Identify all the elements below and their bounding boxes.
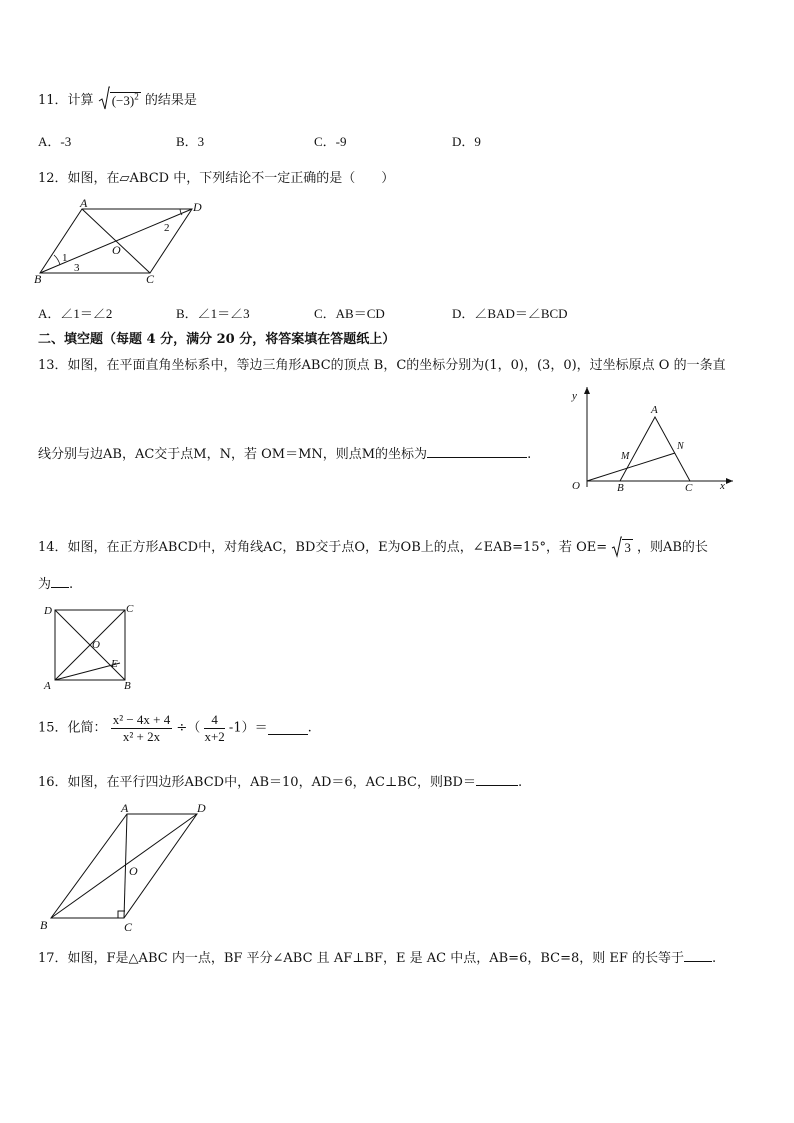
q11-option-a: A．-3 bbox=[38, 134, 72, 149]
q12-angle-1: 1 bbox=[62, 252, 68, 264]
q15-fraction-1 bbox=[111, 712, 173, 745]
q16-label-c: C bbox=[124, 920, 133, 934]
q15-numerator-1: x² − 4x + 4 bbox=[112, 712, 171, 727]
q14-label-o: O bbox=[92, 639, 100, 651]
q12-angle-3: 3 bbox=[74, 262, 80, 274]
q16-label-a: A bbox=[121, 801, 129, 815]
q13-label-m: M bbox=[621, 451, 630, 462]
q16-label-d: D bbox=[197, 801, 206, 815]
q13-answer-blank[interactable] bbox=[427, 445, 527, 458]
q13-line-2-text: 线分别与边AB，AC交于点M，N，若 OM＝MN，则点M的坐标为 bbox=[38, 447, 428, 462]
q14-label-b: B bbox=[124, 680, 131, 692]
q13-label-y: y bbox=[572, 390, 577, 402]
q14-square-figure bbox=[38, 600, 143, 693]
q13-label-x: x bbox=[720, 480, 725, 492]
q15-denominator-1: x² + 2x bbox=[122, 729, 161, 744]
q15-answer-blank[interactable] bbox=[268, 722, 308, 735]
q16-label-b: B bbox=[40, 918, 48, 932]
q13-line-through-origin bbox=[587, 453, 675, 481]
q13-label-c: C bbox=[685, 482, 693, 494]
q12-option-c: C．AB＝CD bbox=[314, 306, 385, 321]
q11-radicand: (−3) bbox=[111, 93, 135, 109]
q16-stem-text: 16．如图，在平行四边形ABCD中，AB＝10，AD＝6，AC⊥BC，则BD＝ bbox=[38, 775, 476, 790]
q11-option-d: D．9 bbox=[452, 134, 481, 149]
q12-option-d: D．∠BAD＝∠BCD bbox=[452, 306, 568, 321]
q13-label-b: B bbox=[617, 482, 624, 494]
q11-exponent: 2 bbox=[134, 91, 139, 102]
q15-fraction-2 bbox=[204, 712, 224, 745]
q11-option-c: C．-9 bbox=[314, 134, 347, 149]
q14-line-1-suffix: ，则AB的长 bbox=[636, 540, 708, 555]
q16-stem bbox=[38, 771, 522, 790]
q16-end: . bbox=[517, 775, 523, 790]
q12-label-c: C bbox=[146, 272, 155, 286]
q11-stem bbox=[38, 89, 197, 109]
section-heading-fill-in: 二、填空题（每题 4 分，满分 20 分，将答案填在答题纸上） bbox=[38, 332, 396, 347]
q14-label-c: C bbox=[126, 603, 134, 615]
q17-stem bbox=[38, 947, 716, 966]
q17-stem-text: 17．如图，F是△ABC 内一点，BF 平分∠ABC 且 AF⊥BF，E 是 AC 中点，AB=6，BC=8，则 EF 的长等于 bbox=[38, 951, 685, 966]
q13-line-2-end: . bbox=[527, 447, 532, 462]
q14-line-1 bbox=[38, 536, 708, 556]
q14-label-d: D bbox=[44, 605, 52, 617]
q12-angle-2: 2 bbox=[164, 222, 170, 234]
q15-prefix: 15．化简： bbox=[38, 720, 107, 736]
q16-parallelogram-figure bbox=[38, 798, 218, 938]
q14-line-1-prefix: 14．如图，在正方形ABCD中，对角线AC，BD交于点O，E为OB上的点，∠EAB=15°，若 OE= bbox=[38, 540, 608, 555]
q17-answer-blank[interactable] bbox=[684, 949, 712, 962]
q12-diagonal-ac bbox=[82, 209, 150, 273]
q16-label-o: O bbox=[129, 864, 138, 878]
q14-line-2-end: . bbox=[69, 577, 74, 592]
q12-label-a: A bbox=[80, 196, 88, 210]
q14-radicand: 3 bbox=[624, 539, 631, 555]
radical-sign-icon bbox=[98, 86, 110, 112]
q14-line-2 bbox=[38, 573, 73, 592]
q12-parallelogram-figure bbox=[30, 195, 220, 290]
q13-line-1: 13．如图，在平面直角坐标系中，等边三角形ABC的顶点 B，C的坐标分别为(1，0)，(3，0)，过坐标原点 O 的一条直 bbox=[38, 358, 726, 373]
q15-tail: -1）＝ bbox=[228, 720, 268, 736]
q14-answer-blank[interactable] bbox=[51, 575, 69, 588]
q13-line-2 bbox=[38, 443, 531, 462]
q13-coordinate-figure bbox=[563, 383, 743, 495]
q15-stem bbox=[38, 712, 312, 745]
q15-end: . bbox=[307, 720, 312, 736]
q15-divide: ÷（ bbox=[176, 720, 201, 736]
q15-denominator-2: x+2 bbox=[204, 729, 225, 744]
q11-option-b: B．3 bbox=[176, 134, 205, 149]
q12-label-d: D bbox=[193, 200, 202, 214]
q12-option-a: A．∠1＝∠2 bbox=[38, 306, 113, 321]
q13-label-n: N bbox=[677, 441, 684, 452]
q14-label-e: E bbox=[111, 658, 118, 670]
q13-label-a: A bbox=[651, 404, 658, 416]
q17-end: . bbox=[712, 951, 717, 966]
q14-line-2-text: 为 bbox=[38, 577, 52, 592]
radical-sign-icon bbox=[611, 536, 622, 558]
q12-stem: 12．如图，在▱ABCD 中，下列结论不一定正确的是（ ） bbox=[38, 171, 395, 186]
q16-answer-blank[interactable] bbox=[476, 773, 518, 786]
q11-sqrt-expression bbox=[98, 92, 141, 109]
q13-label-o: O bbox=[572, 480, 580, 492]
q11-stem-suffix: 的结果是 bbox=[144, 93, 197, 108]
q12-label-b: B bbox=[34, 272, 42, 286]
q14-label-a: A bbox=[44, 680, 51, 692]
q12-label-o: O bbox=[112, 243, 121, 257]
q11-stem-prefix: 11．计算 bbox=[38, 93, 94, 108]
q15-numerator-2: 4 bbox=[204, 712, 224, 729]
q12-option-b: B．∠1＝∠3 bbox=[176, 306, 250, 321]
q14-sqrt-expression bbox=[611, 540, 633, 556]
